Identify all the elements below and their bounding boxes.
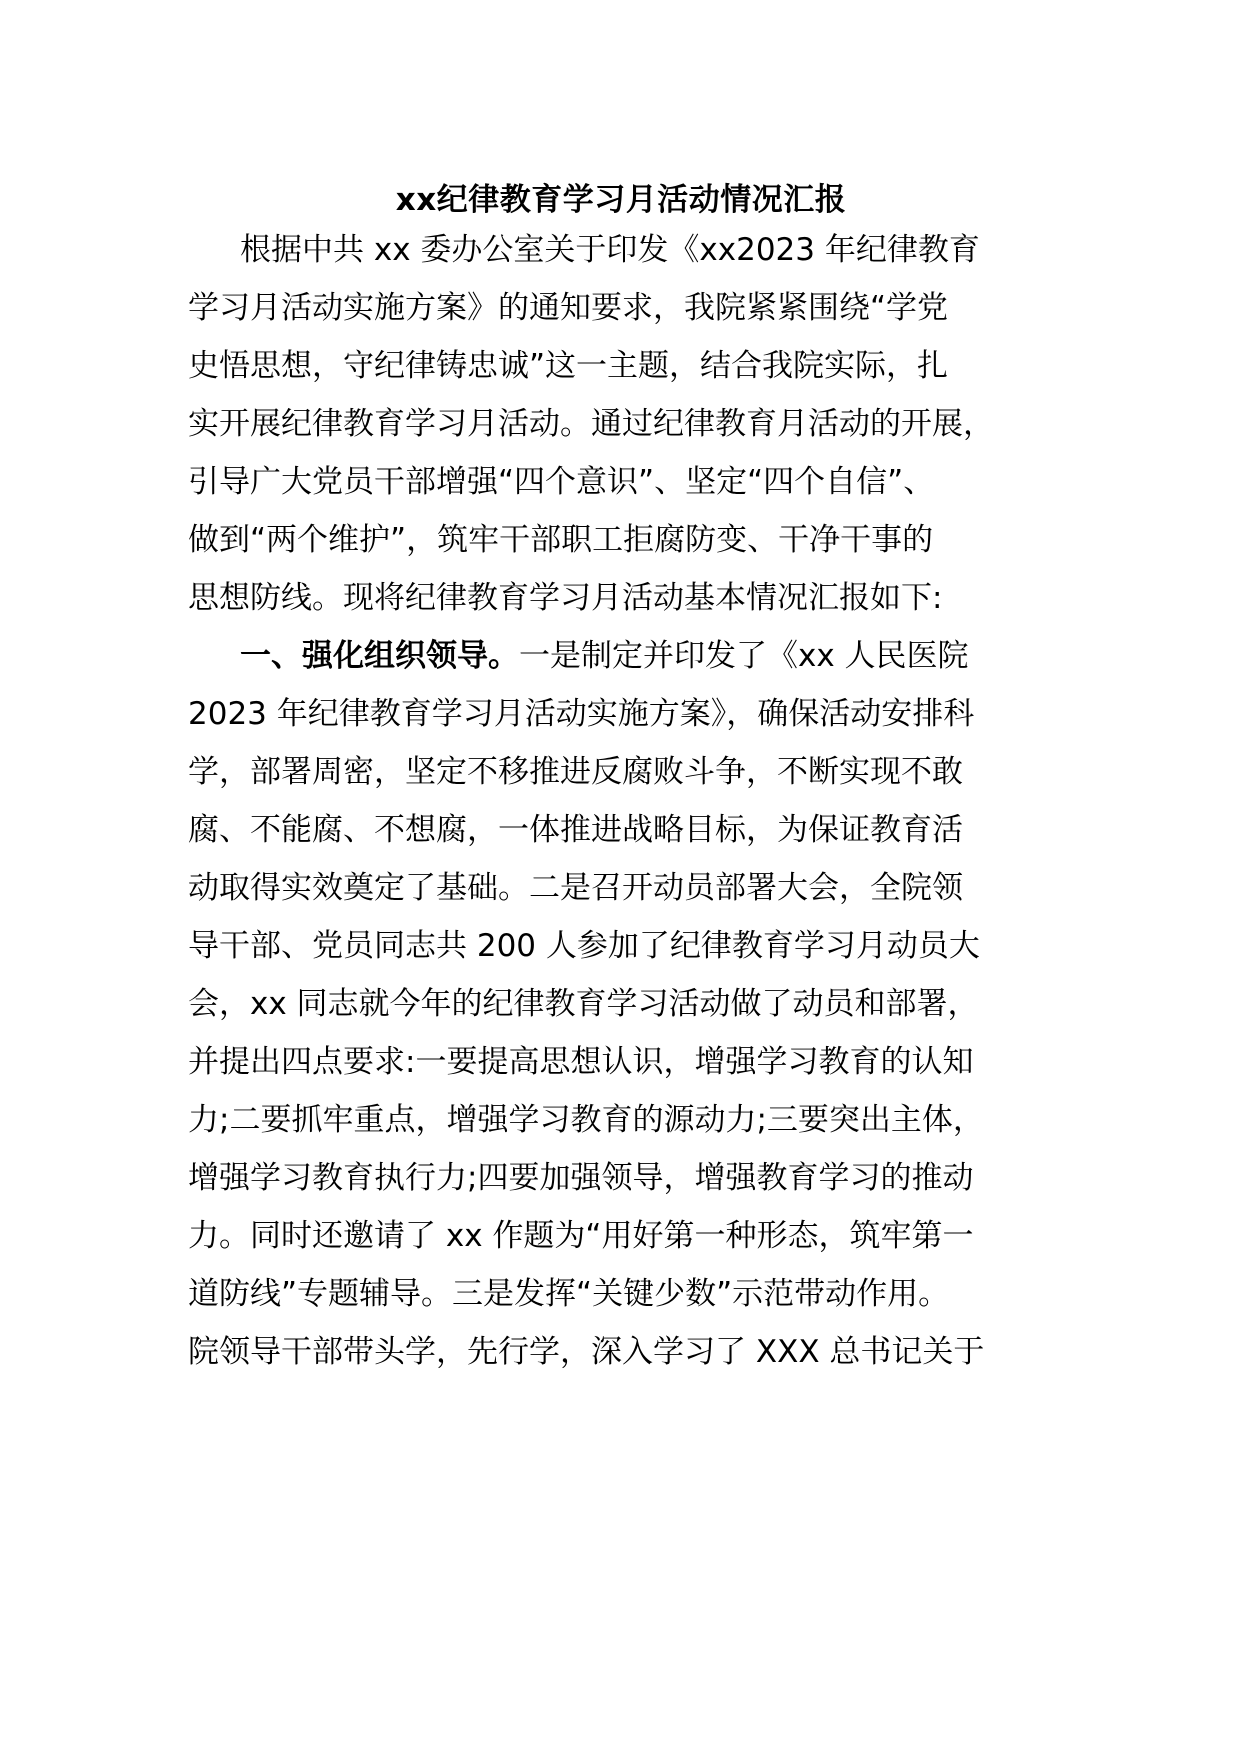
- section1-first-line-text: 一是制定并印发了《xx 人民医院: [519, 638, 969, 674]
- section1-line: 力;二要抓牢重点，增强学习教育的源动力;三要突出主体，: [188, 1102, 984, 1138]
- section1-line: 2023 年纪律教育学习月活动实施方案》，确保活动安排科: [188, 696, 975, 732]
- section1-line: 导干部、党员同志共 200 人参加了纪律教育学习月动员大: [188, 928, 980, 964]
- paragraph1-line: 学习月活动实施方案》的通知要求，我院紧紧围绕“学党: [188, 290, 949, 326]
- document-title: xx纪律教育学习月活动情况汇报: [395, 182, 847, 218]
- section1-line: 动取得实效奠定了基础。二是召开动员部署大会，全院领: [188, 870, 963, 906]
- section1-first-line: [240, 632, 969, 680]
- paragraph1-line: 做到“两个维护”，筑牢干部职工拒腐防变、干净干事的: [188, 522, 934, 558]
- section1-heading: 一、强化组织领导。: [240, 638, 519, 674]
- paragraph1-line: 史悟思想，守纪律铸忠诚”这一主题，结合我院实际，扎: [188, 348, 949, 384]
- paragraph1-line: 根据中共 xx 委办公室关于印发《xx2023 年纪律教育: [240, 232, 980, 268]
- section1-line: 会，xx 同志就今年的纪律教育学习活动做了动员和部署，: [188, 986, 979, 1022]
- section1-line: 并提出四点要求:一要提高思想认识，增强学习教育的认知: [188, 1044, 974, 1080]
- paragraph1-line: 实开展纪律教育学习月活动。通过纪律教育月活动的开展，: [188, 406, 994, 442]
- section1-line: 腐、不能腐、不想腐，一体推进战略目标，为保证教育活: [188, 812, 963, 848]
- paragraph1-line: 思想防线。现将纪律教育学习月活动基本情况汇报如下:: [188, 580, 943, 616]
- paragraph1-line: 引导广大党员干部增强“四个意识”、坚定“四个自信”、: [188, 464, 935, 500]
- section1-line: 学，部署周密，坚定不移推进反腐败斗争，不断实现不敢: [188, 754, 963, 790]
- section1-line: 力。同时还邀请了 xx 作题为“用好第一种形态，筑牢第一: [188, 1218, 974, 1254]
- section1-line: 增强学习教育执行力;四要加强领导，增强教育学习的推动: [188, 1160, 974, 1196]
- section1-line: 院领导干部带头学，先行学，深入学习了 XXX 总书记关于: [188, 1334, 985, 1370]
- section1-line: 道防线”专题辅导。三是发挥“关键少数”示范带动作用。: [188, 1276, 950, 1312]
